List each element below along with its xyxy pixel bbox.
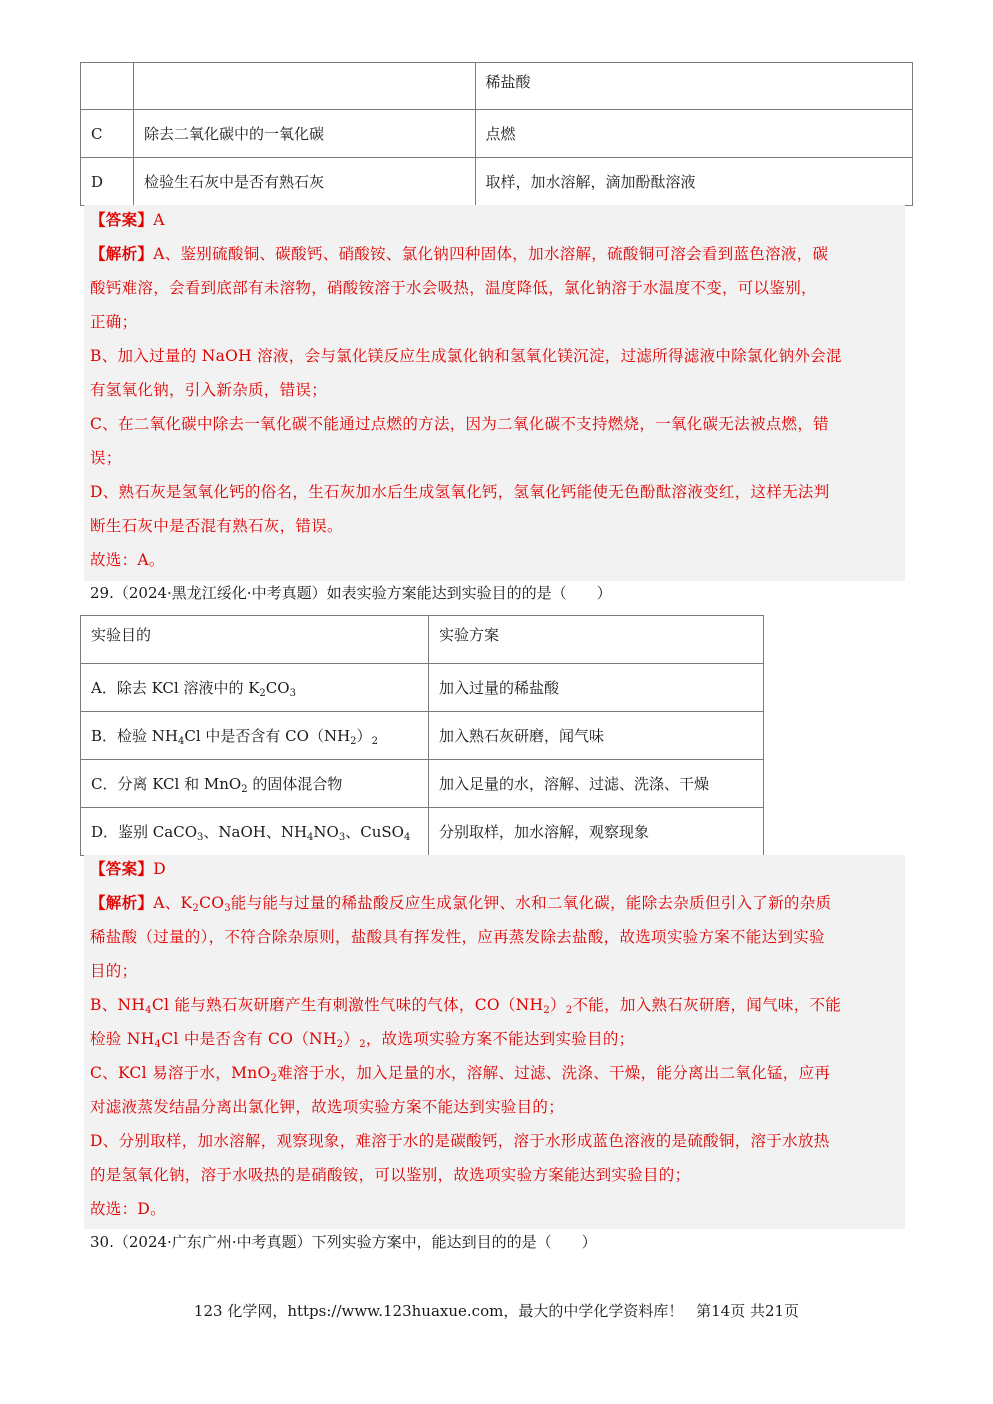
row-label: D: [81, 158, 134, 206]
analysis-text: 误；: [90, 449, 122, 467]
answer-value: D: [153, 860, 166, 878]
experiment-method: 取样，加水溶解，滴加酚酞溶液: [475, 158, 912, 206]
experiment-method: 分别取样，加水溶解，观察现象: [428, 808, 763, 856]
answer-tag: 【答案】: [90, 859, 154, 878]
column-header-goal: 实验目的: [81, 616, 429, 664]
analysis-text: 正确；: [90, 313, 138, 331]
analysis-text: D、熟石灰是氢氧化钙的俗名，生石灰加水后生成氢氧化钙，氢氧化钙能使无色酚酞溶液变红，这样无法判: [90, 483, 830, 501]
experiment-table-29: [80, 615, 764, 856]
answer-value: A: [153, 211, 165, 229]
analysis-text: 目的；: [90, 962, 138, 980]
experiment-goal: D．鉴别 CaCO$_3$、NaOH、$NH_4NO_3$、CuSO$_4$: [81, 808, 429, 856]
analysis-text: 检验 $NH_4Cl$ 中是否含有 $CO(NH_2)_2$，故选项实验方案不能达到实验目的；: [90, 1030, 635, 1050]
question-30-stem: 30.（2024·广东广州·中考真题）下列实验方案中，能达到目的的是（ ）: [90, 1233, 597, 1251]
answer-line: [90, 857, 166, 879]
row-label: C: [81, 110, 134, 158]
table-row: [81, 158, 913, 206]
experiment-goal: C．分离 KCl 和 MnO$_2$ 的固体混合物: [81, 760, 429, 808]
experiment-method: 稀盐酸: [475, 63, 912, 110]
analysis-text: C、在二氧化碳中除去一氧化碳不能通过点燃的方法，因为二氧化碳不支持燃烧，一氧化碳无法被点燃，错: [90, 415, 829, 433]
question-29-stem: 29.（2024·黑龙江绥化·中考真题）如表实验方案能达到实验目的的是（ ）: [90, 584, 612, 602]
experiment-method: 加入过量的稀盐酸: [428, 664, 763, 712]
analysis-text: B、$NH_4Cl$ 能与熟石灰研磨产生有刺激性气味的气体，$CO(NH_2)_2$不能，加入熟石灰研磨，闻气味，不能: [90, 996, 842, 1016]
analysis-text: 故选：A。: [90, 551, 165, 569]
experiment-goal: B．检验 $NH_4Cl$ 中是否含有 $CO(NH_2)_2$: [81, 712, 429, 760]
analysis-text: 酸钙难溶，会看到底部有未溶物，硝酸铵溶于水会吸热，温度降低，氯化钠溶于水温度不变，可以鉴别，: [90, 279, 817, 297]
experiment-method: 点燃: [475, 110, 912, 158]
answer-line: [90, 208, 165, 230]
column-header-method: 实验方案: [428, 616, 763, 664]
table-row: [81, 760, 764, 808]
footer-page-number: 第14页 共21页: [696, 1302, 800, 1320]
experiment-table-continued: [80, 62, 913, 206]
analysis-line: [90, 242, 828, 264]
footer-site: 123 化学网，https://www.123huaxue.com，最大的中学化学资料库！: [193, 1302, 684, 1320]
analysis-text: A、鉴别硫酸铜、碳酸钙、硝酸铵、氯化钠四种固体，加水溶解，硫酸铜可溶会看到蓝色溶液，碳: [153, 245, 829, 263]
table-row: [81, 664, 764, 712]
analysis-tag: 【解析】: [90, 244, 154, 263]
analysis-tag: 【解析】: [90, 893, 154, 912]
analysis-text: 的是氢氧化钠，溶于水吸热的是硝酸铵，可以鉴别，故选项实验方案能达到实验目的；: [90, 1166, 691, 1184]
experiment-goal: A．除去 KCl 溶液中的 $K_2CO_3$: [81, 664, 429, 712]
analysis-text: 断生石灰中是否混有熟石灰，错误。: [90, 517, 343, 535]
table-row: [81, 808, 764, 856]
answer-tag: 【答案】: [90, 210, 154, 229]
analysis-text: 对滤液蒸发结晶分离出氯化钾，故选项实验方案不能达到实验目的；: [90, 1098, 565, 1116]
page-footer: [0, 1300, 993, 1321]
table-row: [81, 110, 913, 158]
experiment-goal: 检验生石灰中是否有熟石灰: [133, 158, 475, 206]
table-row: [81, 63, 913, 110]
experiment-goal: 除去二氧化碳中的一氧化碳: [133, 110, 475, 158]
analysis-text: C、KCl 易溶于水，MnO$_2$难溶于水，加入足量的水，溶解、过滤、洗涤、干燥，能分离出二氧化锰，应再: [90, 1064, 831, 1084]
analysis-text: B、加入过量的 NaOH 溶液，会与氯化镁反应生成氯化钠和氢氧化镁沉淀，过滤所得滤液中除氯化钠外会混: [90, 347, 842, 365]
experiment-method: 加入足量的水，溶解、过滤、洗涤、干燥: [428, 760, 763, 808]
analysis-text: 故选：D。: [90, 1200, 166, 1218]
analysis-line: 【解析】A、$K_2CO_3$能与能与过量的稀盐酸反应生成氯化钾、水和二氧化碳，能除去杂质但引入了新的杂质: [90, 893, 832, 914]
table-row: [81, 712, 764, 760]
table-header-row: [81, 616, 764, 664]
analysis-text: 稀盐酸（过量的），不符合除杂原则，盐酸具有挥发性，应再蒸发除去盐酸，故选项实验方案不能达到实验: [90, 928, 825, 946]
analysis-text: 有氢氧化钠，引入新杂质，错误；: [90, 381, 328, 399]
experiment-goal: [133, 63, 475, 110]
analysis-text: D、分别取样，加水溶解，观察现象，难溶于水的是碳酸钙，溶于水形成蓝色溶液的是硫酸铜，溶于水放热: [90, 1132, 830, 1150]
experiment-method: 加入熟石灰研磨，闻气味: [428, 712, 763, 760]
row-label: [81, 63, 134, 110]
